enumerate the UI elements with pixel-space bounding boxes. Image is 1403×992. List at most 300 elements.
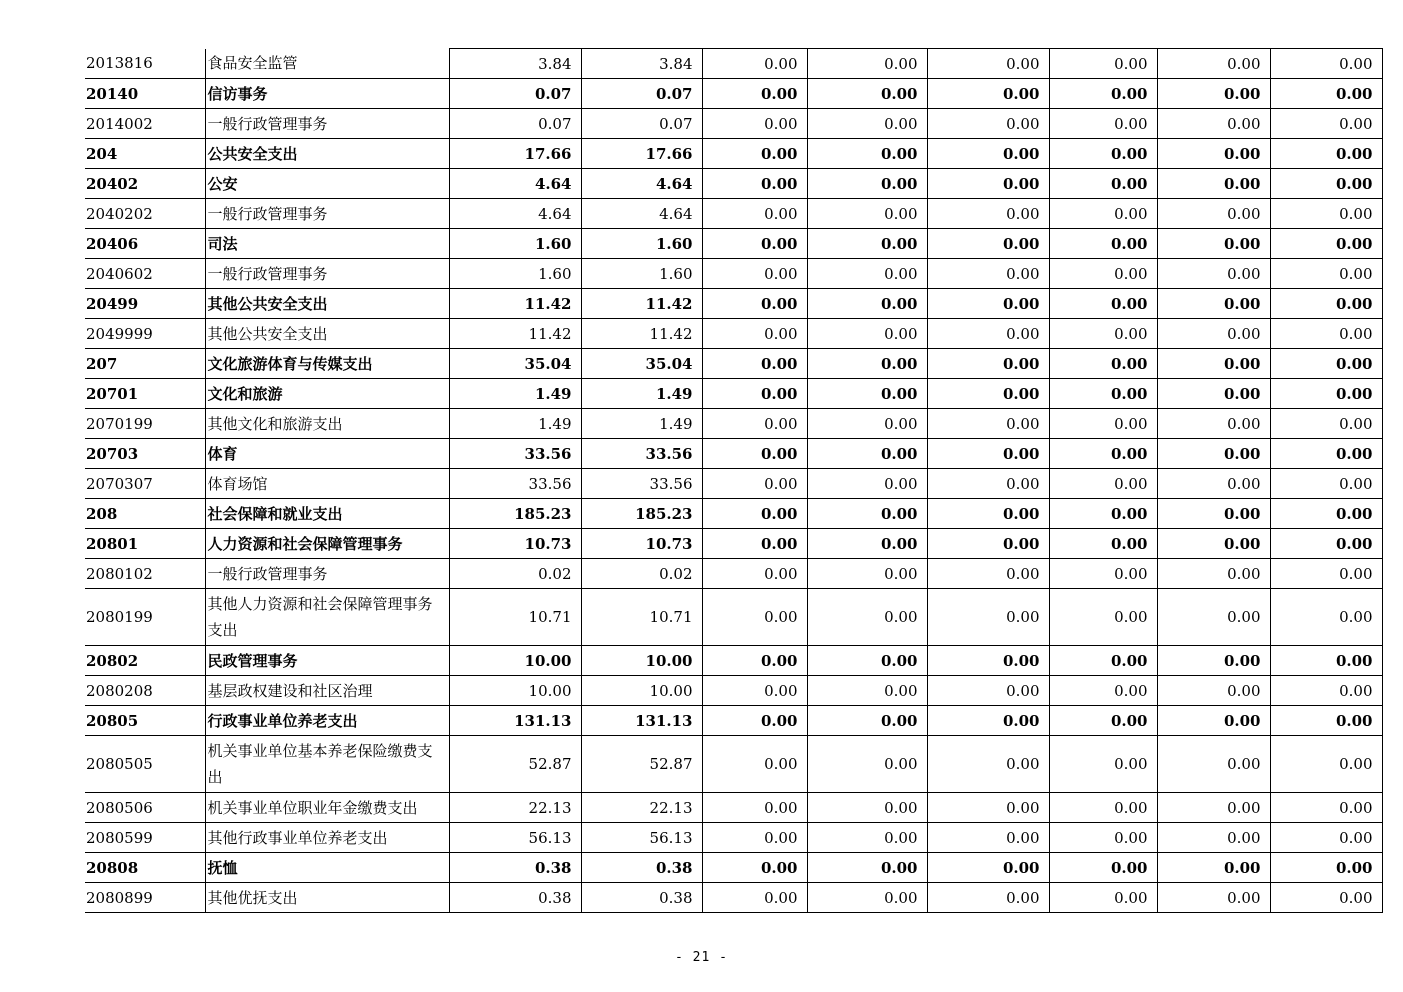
amount-cell: 0.00 — [927, 793, 1049, 823]
subject-code-cell: 2080102 — [85, 559, 205, 589]
amount-cell: 0.00 — [807, 229, 927, 259]
table-row — [85, 409, 1382, 439]
amount-cell: 0.00 — [927, 589, 1049, 646]
amount-cell: 0.38 — [449, 853, 581, 883]
amount-cell: 0.00 — [807, 676, 927, 706]
amount-cell: 0.00 — [1270, 379, 1382, 409]
subject-code-cell: 20701 — [85, 379, 205, 409]
table-row — [85, 439, 1382, 469]
subject-name-cell: 基层政权建设和社区治理 — [205, 676, 449, 706]
amount-cell: 0.00 — [1157, 289, 1270, 319]
amount-cell: 0.00 — [927, 319, 1049, 349]
amount-cell: 10.71 — [581, 589, 702, 646]
amount-cell: 10.71 — [449, 589, 581, 646]
amount-cell: 0.00 — [1049, 109, 1157, 139]
amount-cell: 0.00 — [927, 169, 1049, 199]
amount-cell: 0.00 — [807, 49, 927, 79]
amount-cell: 0.00 — [807, 559, 927, 589]
amount-cell: 0.00 — [1157, 139, 1270, 169]
amount-cell: 0.00 — [1049, 883, 1157, 913]
amount-cell: 0.00 — [702, 823, 807, 853]
amount-cell: 0.00 — [1049, 736, 1157, 793]
amount-cell: 11.42 — [581, 289, 702, 319]
amount-cell: 0.02 — [449, 559, 581, 589]
amount-cell: 0.00 — [1270, 529, 1382, 559]
amount-cell: 11.42 — [581, 319, 702, 349]
subject-name-cell: 一般行政管理事务 — [205, 109, 449, 139]
amount-cell: 0.00 — [807, 79, 927, 109]
amount-cell: 0.00 — [702, 289, 807, 319]
subject-code-cell: 2080208 — [85, 676, 205, 706]
amount-cell: 0.00 — [1270, 349, 1382, 379]
amount-cell: 0.00 — [1049, 79, 1157, 109]
amount-cell: 0.00 — [927, 676, 1049, 706]
amount-cell: 52.87 — [581, 736, 702, 793]
subject-code-cell: 20808 — [85, 853, 205, 883]
amount-cell: 0.00 — [927, 499, 1049, 529]
amount-cell: 0.00 — [927, 49, 1049, 79]
amount-cell: 131.13 — [581, 706, 702, 736]
amount-cell: 0.00 — [1270, 823, 1382, 853]
subject-name-cell: 其他优抚支出 — [205, 883, 449, 913]
amount-cell: 0.00 — [807, 883, 927, 913]
amount-cell: 0.00 — [927, 349, 1049, 379]
amount-cell: 3.84 — [581, 49, 702, 79]
amount-cell: 0.00 — [1157, 49, 1270, 79]
amount-cell: 0.00 — [1270, 139, 1382, 169]
amount-cell: 0.00 — [1270, 706, 1382, 736]
table-row — [85, 199, 1382, 229]
amount-cell: 0.00 — [1270, 79, 1382, 109]
amount-cell: 0.00 — [1157, 319, 1270, 349]
subject-name-cell: 体育 — [205, 439, 449, 469]
amount-cell: 35.04 — [449, 349, 581, 379]
amount-cell: 22.13 — [581, 793, 702, 823]
amount-cell: 0.00 — [807, 259, 927, 289]
subject-code-cell: 2080506 — [85, 793, 205, 823]
amount-cell: 0.00 — [1049, 439, 1157, 469]
amount-cell: 0.00 — [1157, 559, 1270, 589]
amount-cell: 0.00 — [927, 229, 1049, 259]
amount-cell: 0.00 — [927, 259, 1049, 289]
amount-cell: 0.00 — [1270, 883, 1382, 913]
subject-code-cell: 2080599 — [85, 823, 205, 853]
amount-cell: 0.00 — [702, 589, 807, 646]
subject-name-cell: 行政事业单位养老支出 — [205, 706, 449, 736]
subject-name-cell: 体育场馆 — [205, 469, 449, 499]
amount-cell: 0.00 — [1049, 853, 1157, 883]
subject-code-cell: 20801 — [85, 529, 205, 559]
amount-cell: 0.00 — [702, 319, 807, 349]
amount-cell: 0.07 — [449, 79, 581, 109]
amount-cell: 0.00 — [1049, 319, 1157, 349]
amount-cell: 1.60 — [449, 229, 581, 259]
amount-cell: 1.49 — [449, 409, 581, 439]
amount-cell: 0.00 — [702, 169, 807, 199]
amount-cell: 33.56 — [581, 439, 702, 469]
amount-cell: 56.13 — [449, 823, 581, 853]
amount-cell: 0.00 — [1270, 49, 1382, 79]
budget-table — [85, 48, 1383, 913]
amount-cell: 0.00 — [1049, 139, 1157, 169]
amount-cell: 0.00 — [1270, 676, 1382, 706]
amount-cell: 0.00 — [1157, 823, 1270, 853]
amount-cell: 11.42 — [449, 289, 581, 319]
amount-cell: 10.73 — [449, 529, 581, 559]
table-row — [85, 109, 1382, 139]
amount-cell: 0.00 — [702, 736, 807, 793]
subject-name-cell: 一般行政管理事务 — [205, 199, 449, 229]
subject-name-cell: 食品安全监管 — [205, 49, 449, 79]
subject-code-cell: 2014002 — [85, 109, 205, 139]
amount-cell: 33.56 — [581, 469, 702, 499]
amount-cell: 0.00 — [1270, 289, 1382, 319]
amount-cell: 0.00 — [1157, 169, 1270, 199]
amount-cell: 0.00 — [807, 853, 927, 883]
amount-cell: 0.00 — [807, 529, 927, 559]
amount-cell: 0.00 — [927, 139, 1049, 169]
amount-cell: 52.87 — [449, 736, 581, 793]
amount-cell: 0.00 — [807, 706, 927, 736]
amount-cell: 0.00 — [1049, 229, 1157, 259]
amount-cell: 0.00 — [1270, 169, 1382, 199]
amount-cell: 0.00 — [1049, 49, 1157, 79]
subject-code-cell: 207 — [85, 349, 205, 379]
subject-name-cell: 一般行政管理事务 — [205, 259, 449, 289]
table-row — [85, 349, 1382, 379]
amount-cell: 0.00 — [807, 139, 927, 169]
amount-cell: 0.00 — [1157, 229, 1270, 259]
subject-code-cell: 204 — [85, 139, 205, 169]
subject-code-cell: 20499 — [85, 289, 205, 319]
amount-cell: 0.00 — [1049, 289, 1157, 319]
amount-cell: 4.64 — [581, 199, 702, 229]
amount-cell: 0.00 — [807, 169, 927, 199]
subject-code-cell: 2013816 — [85, 49, 205, 79]
amount-cell: 10.00 — [449, 676, 581, 706]
amount-cell: 0.00 — [1157, 469, 1270, 499]
subject-name-cell: 人力资源和社会保障管理事务 — [205, 529, 449, 559]
amount-cell: 0.00 — [702, 559, 807, 589]
amount-cell: 0.02 — [581, 559, 702, 589]
amount-cell: 0.07 — [449, 109, 581, 139]
subject-code-cell: 208 — [85, 499, 205, 529]
amount-cell: 3.84 — [449, 49, 581, 79]
amount-cell: 1.49 — [449, 379, 581, 409]
table-row — [85, 379, 1382, 409]
table-row — [85, 469, 1382, 499]
amount-cell: 0.00 — [807, 499, 927, 529]
amount-cell: 0.00 — [1270, 559, 1382, 589]
subject-name-cell: 其他公共安全支出 — [205, 319, 449, 349]
amount-cell: 0.07 — [581, 79, 702, 109]
table-row — [85, 853, 1382, 883]
amount-cell: 0.00 — [927, 379, 1049, 409]
amount-cell: 0.00 — [702, 883, 807, 913]
subject-name-cell: 其他人力资源和社会保障管理事务支出 — [205, 589, 449, 646]
amount-cell: 0.00 — [807, 409, 927, 439]
amount-cell: 0.00 — [702, 646, 807, 676]
amount-cell: 0.00 — [1270, 589, 1382, 646]
amount-cell: 56.13 — [581, 823, 702, 853]
amount-cell: 0.00 — [807, 349, 927, 379]
amount-cell: 0.00 — [702, 49, 807, 79]
amount-cell: 0.00 — [1270, 646, 1382, 676]
amount-cell: 0.00 — [927, 883, 1049, 913]
table-row — [85, 79, 1382, 109]
subject-name-cell: 其他公共安全支出 — [205, 289, 449, 319]
subject-code-cell: 2049999 — [85, 319, 205, 349]
amount-cell: 0.00 — [927, 409, 1049, 439]
subject-name-cell: 社会保障和就业支出 — [205, 499, 449, 529]
amount-cell: 0.07 — [581, 109, 702, 139]
table-row — [85, 676, 1382, 706]
amount-cell: 0.00 — [702, 379, 807, 409]
amount-cell: 0.38 — [449, 883, 581, 913]
subject-code-cell: 2070199 — [85, 409, 205, 439]
amount-cell: 0.00 — [1049, 529, 1157, 559]
amount-cell: 0.00 — [927, 646, 1049, 676]
subject-code-cell: 20140 — [85, 79, 205, 109]
subject-name-cell: 机关事业单位职业年金缴费支出 — [205, 793, 449, 823]
subject-name-cell: 信访事务 — [205, 79, 449, 109]
amount-cell: 0.00 — [927, 469, 1049, 499]
amount-cell: 0.00 — [927, 199, 1049, 229]
amount-cell: 0.00 — [702, 109, 807, 139]
amount-cell: 0.00 — [807, 793, 927, 823]
amount-cell: 0.00 — [1049, 706, 1157, 736]
amount-cell: 0.00 — [927, 289, 1049, 319]
subject-code-cell: 20805 — [85, 706, 205, 736]
amount-cell: 0.00 — [1270, 229, 1382, 259]
subject-code-cell: 2070307 — [85, 469, 205, 499]
amount-cell: 0.00 — [702, 793, 807, 823]
table-row — [85, 793, 1382, 823]
table-row — [85, 559, 1382, 589]
table-row — [85, 259, 1382, 289]
amount-cell: 0.00 — [807, 736, 927, 793]
amount-cell: 0.00 — [807, 439, 927, 469]
table-row — [85, 706, 1382, 736]
amount-cell: 11.42 — [449, 319, 581, 349]
subject-code-cell: 2080505 — [85, 736, 205, 793]
subject-name-cell: 公共安全支出 — [205, 139, 449, 169]
subject-name-cell: 其他文化和旅游支出 — [205, 409, 449, 439]
amount-cell: 0.00 — [1270, 199, 1382, 229]
amount-cell: 0.00 — [1157, 409, 1270, 439]
amount-cell: 0.00 — [807, 823, 927, 853]
amount-cell: 0.00 — [702, 499, 807, 529]
amount-cell: 17.66 — [449, 139, 581, 169]
amount-cell: 1.60 — [581, 229, 702, 259]
table-row — [85, 883, 1382, 913]
amount-cell: 0.00 — [1270, 259, 1382, 289]
amount-cell: 0.00 — [1270, 409, 1382, 439]
subject-name-cell: 机关事业单位基本养老保险缴费支出 — [205, 736, 449, 793]
amount-cell: 0.00 — [807, 199, 927, 229]
amount-cell: 10.00 — [449, 646, 581, 676]
amount-cell: 0.00 — [1157, 499, 1270, 529]
amount-cell: 0.00 — [1157, 853, 1270, 883]
amount-cell: 0.00 — [1270, 736, 1382, 793]
amount-cell: 0.00 — [807, 319, 927, 349]
amount-cell: 0.00 — [1049, 349, 1157, 379]
amount-cell: 0.00 — [807, 469, 927, 499]
amount-cell: 0.00 — [1157, 379, 1270, 409]
amount-cell: 0.00 — [1157, 676, 1270, 706]
subject-name-cell: 文化旅游体育与传媒支出 — [205, 349, 449, 379]
amount-cell: 0.00 — [1049, 469, 1157, 499]
amount-cell: 0.00 — [927, 529, 1049, 559]
table-row — [85, 319, 1382, 349]
amount-cell: 0.00 — [1157, 79, 1270, 109]
table-row — [85, 499, 1382, 529]
subject-code-cell: 20802 — [85, 646, 205, 676]
subject-name-cell: 其他行政事业单位养老支出 — [205, 823, 449, 853]
amount-cell: 1.49 — [581, 409, 702, 439]
amount-cell: 0.00 — [1049, 589, 1157, 646]
amount-cell: 0.38 — [581, 853, 702, 883]
amount-cell: 0.00 — [702, 259, 807, 289]
subject-code-cell: 2080899 — [85, 883, 205, 913]
amount-cell: 0.00 — [1157, 199, 1270, 229]
table-row — [85, 229, 1382, 259]
amount-cell: 0.00 — [702, 349, 807, 379]
amount-cell: 35.04 — [581, 349, 702, 379]
table-row — [85, 589, 1382, 646]
page-number: - 21 - — [675, 950, 728, 965]
amount-cell: 0.38 — [581, 883, 702, 913]
subject-code-cell: 2080199 — [85, 589, 205, 646]
amount-cell: 0.00 — [1270, 793, 1382, 823]
amount-cell: 0.00 — [927, 853, 1049, 883]
amount-cell: 0.00 — [927, 559, 1049, 589]
amount-cell: 0.00 — [1049, 199, 1157, 229]
amount-cell: 0.00 — [1049, 559, 1157, 589]
amount-cell: 0.00 — [927, 706, 1049, 736]
table-row — [85, 823, 1382, 853]
amount-cell: 0.00 — [702, 853, 807, 883]
subject-code-cell: 20402 — [85, 169, 205, 199]
amount-cell: 33.56 — [449, 439, 581, 469]
amount-cell: 0.00 — [1049, 646, 1157, 676]
amount-cell: 0.00 — [1049, 793, 1157, 823]
subject-code-cell: 2040202 — [85, 199, 205, 229]
table-row — [85, 529, 1382, 559]
amount-cell: 1.60 — [581, 259, 702, 289]
amount-cell: 0.00 — [1270, 109, 1382, 139]
table-row — [85, 49, 1382, 79]
amount-cell: 10.73 — [581, 529, 702, 559]
amount-cell: 0.00 — [807, 379, 927, 409]
amount-cell: 0.00 — [1270, 319, 1382, 349]
amount-cell: 0.00 — [1049, 259, 1157, 289]
subject-name-cell: 抚恤 — [205, 853, 449, 883]
amount-cell: 131.13 — [449, 706, 581, 736]
subject-name-cell: 一般行政管理事务 — [205, 559, 449, 589]
amount-cell: 0.00 — [702, 199, 807, 229]
subject-code-cell: 2040602 — [85, 259, 205, 289]
amount-cell: 0.00 — [807, 589, 927, 646]
subject-name-cell: 民政管理事务 — [205, 646, 449, 676]
amount-cell: 0.00 — [1157, 706, 1270, 736]
amount-cell: 0.00 — [1157, 736, 1270, 793]
amount-cell: 0.00 — [807, 289, 927, 319]
amount-cell: 0.00 — [1049, 379, 1157, 409]
amount-cell: 17.66 — [581, 139, 702, 169]
budget-table-body — [85, 49, 1382, 913]
subject-code-cell: 20406 — [85, 229, 205, 259]
amount-cell: 0.00 — [1157, 439, 1270, 469]
amount-cell: 4.64 — [449, 169, 581, 199]
amount-cell: 0.00 — [702, 469, 807, 499]
table-row — [85, 139, 1382, 169]
amount-cell: 0.00 — [927, 823, 1049, 853]
amount-cell: 0.00 — [1270, 469, 1382, 499]
amount-cell: 33.56 — [449, 469, 581, 499]
amount-cell: 0.00 — [1270, 853, 1382, 883]
amount-cell: 0.00 — [1049, 823, 1157, 853]
amount-cell: 0.00 — [1157, 883, 1270, 913]
amount-cell: 0.00 — [1157, 646, 1270, 676]
amount-cell: 0.00 — [1157, 109, 1270, 139]
subject-code-cell: 20703 — [85, 439, 205, 469]
amount-cell: 0.00 — [702, 676, 807, 706]
amount-cell: 0.00 — [702, 706, 807, 736]
amount-cell: 0.00 — [702, 439, 807, 469]
amount-cell: 0.00 — [1157, 529, 1270, 559]
amount-cell: 0.00 — [807, 109, 927, 139]
amount-cell: 0.00 — [1157, 793, 1270, 823]
amount-cell: 1.60 — [449, 259, 581, 289]
amount-cell: 185.23 — [449, 499, 581, 529]
amount-cell: 0.00 — [702, 79, 807, 109]
table-row — [85, 646, 1382, 676]
amount-cell: 0.00 — [927, 79, 1049, 109]
subject-name-cell: 司法 — [205, 229, 449, 259]
amount-cell: 0.00 — [702, 139, 807, 169]
amount-cell: 10.00 — [581, 646, 702, 676]
subject-name-cell: 文化和旅游 — [205, 379, 449, 409]
amount-cell: 0.00 — [1157, 349, 1270, 379]
amount-cell: 4.64 — [449, 199, 581, 229]
subject-name-cell: 公安 — [205, 169, 449, 199]
amount-cell: 0.00 — [1157, 589, 1270, 646]
table-row — [85, 736, 1382, 793]
amount-cell: 0.00 — [927, 736, 1049, 793]
amount-cell: 10.00 — [581, 676, 702, 706]
amount-cell: 22.13 — [449, 793, 581, 823]
amount-cell: 0.00 — [1049, 676, 1157, 706]
amount-cell: 185.23 — [581, 499, 702, 529]
amount-cell: 0.00 — [1270, 439, 1382, 469]
amount-cell: 0.00 — [927, 109, 1049, 139]
amount-cell: 0.00 — [927, 439, 1049, 469]
amount-cell: 0.00 — [1049, 499, 1157, 529]
amount-cell: 0.00 — [702, 229, 807, 259]
amount-cell: 0.00 — [702, 409, 807, 439]
amount-cell: 0.00 — [807, 646, 927, 676]
table-row — [85, 169, 1382, 199]
amount-cell: 1.49 — [581, 379, 702, 409]
amount-cell: 0.00 — [1157, 259, 1270, 289]
amount-cell: 0.00 — [1270, 499, 1382, 529]
amount-cell: 4.64 — [581, 169, 702, 199]
amount-cell: 0.00 — [1049, 169, 1157, 199]
amount-cell: 0.00 — [1049, 409, 1157, 439]
table-row — [85, 289, 1382, 319]
amount-cell: 0.00 — [702, 529, 807, 559]
